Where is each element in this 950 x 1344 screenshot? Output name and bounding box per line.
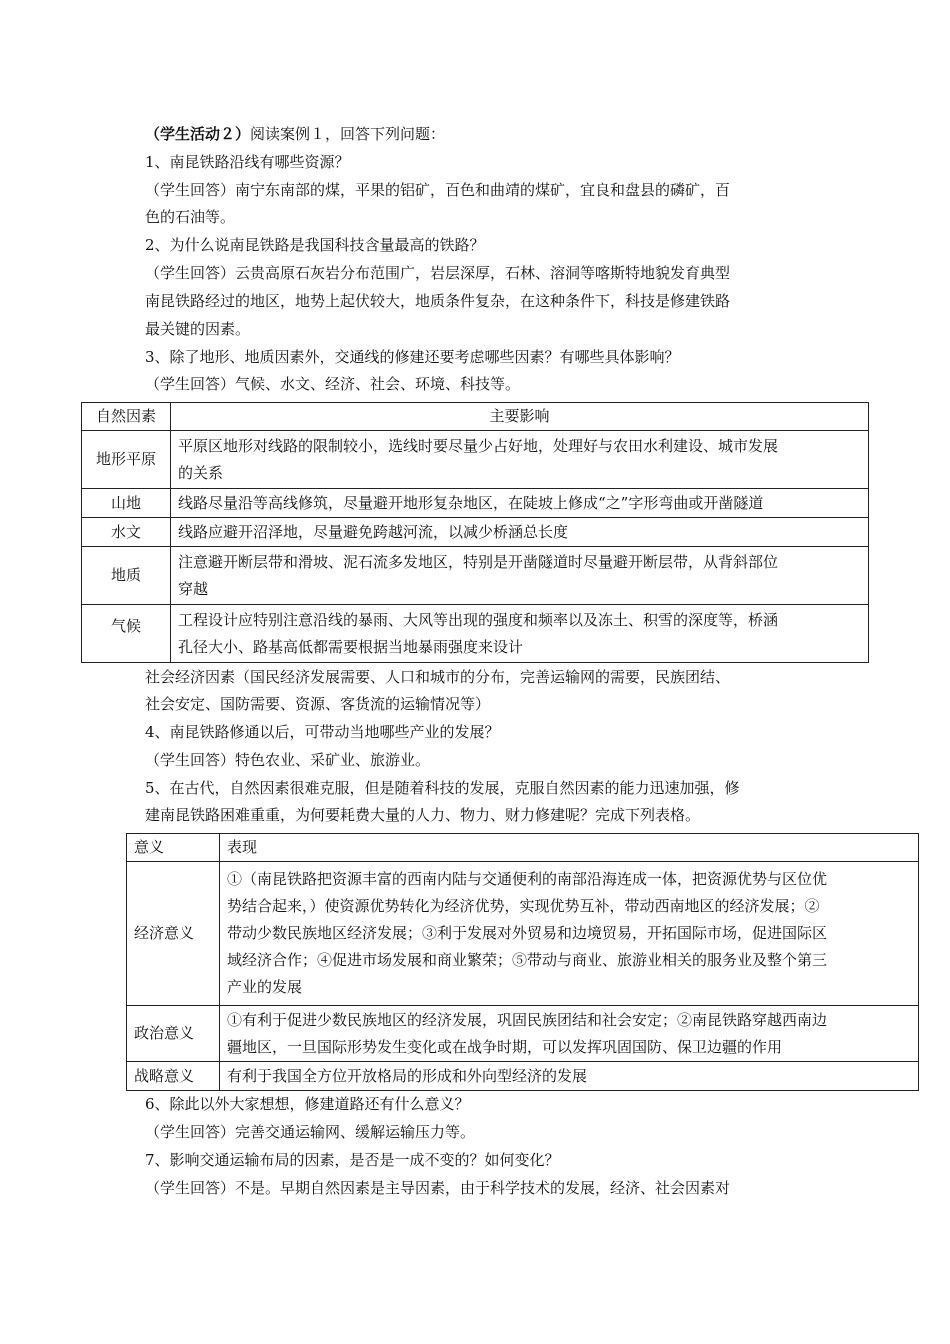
table-row <box>82 431 869 489</box>
cell-line: ①有利于促进少数民族地区的经济发展，巩固民族团结和社会安定；②南昆铁路穿越西南边 <box>227 1010 828 1029</box>
effect-cell <box>171 489 869 518</box>
table-row <box>82 547 869 605</box>
header-cell: 自然因素 <box>82 403 171 431</box>
question-5-line-1: 5、在古代，自然因素很难克服，但是随着科技的发展，克服自然因素的能力迅速加强，修 <box>145 779 740 797</box>
social-factors-line-2: 社会安定、国防需要、资源、客货流的运输情况等） <box>145 695 491 713</box>
activity-label: （学生活动２） <box>145 125 251 143</box>
answer-1-line-2: 色的石油等。 <box>145 208 236 226</box>
significance-content-cell <box>220 862 919 1006</box>
activity-text: 阅读案例１，回答下列问题： <box>250 125 446 143</box>
significance-content-cell <box>220 1062 919 1091</box>
effect-cell <box>171 431 869 489</box>
cell-line: 疆地区，一旦国际形势发生变化或在战争时期，可以发挥巩固国防、保卫边疆的作用 <box>227 1037 783 1056</box>
significance-content-cell <box>220 1006 919 1062</box>
cell-line: 带动少数民族地区经济发展；③利于发展对外贸易和边境贸易，开拓国际市场，促进国际区 <box>227 924 828 942</box>
header-cell: 主要影响 <box>171 403 869 431</box>
factor-cell: 山地 <box>82 489 171 518</box>
header-cell: 意义 <box>127 834 220 862</box>
table-row <box>82 605 869 663</box>
cell-line: 势结合起来，）使资源优势转化为经济优势，实现优势互补，带动西南地区的经济发展；② <box>227 897 820 915</box>
cell-line: 产业的发展 <box>227 978 303 996</box>
cell-line: 的关系 <box>178 463 224 482</box>
table-row <box>127 1062 919 1091</box>
effect-cell <box>171 518 869 547</box>
answer-7: （学生回答）不是。早期自然因素是主导因素，由于科学技术的发展，经济、社会因素对 <box>145 1179 731 1197</box>
table-row <box>127 1006 919 1062</box>
answer-2-line-1: （学生回答）云贵高原石灰岩分布范围广，岩层深厚，石林、溶洞等喀斯特地貌发育典型 <box>145 264 731 282</box>
effect-cell <box>171 547 869 605</box>
cell-line: ①（南昆铁路把资源丰富的西南内陆与交通便利的南部沿海连成一体，把资源优势与区位优 <box>227 870 828 888</box>
answer-1-line-1: （学生回答）南宁东南部的煤，平果的铝矿，百色和曲靖的煤矿，宜良和盘县的磷矿，百 <box>145 181 731 199</box>
question-4: 4、南昆铁路修通以后，可带动当地哪些产业的发展？ <box>145 723 500 741</box>
header-cell: 表现 <box>220 834 919 862</box>
effect-cell <box>171 605 869 663</box>
factor-cell: 地质 <box>82 547 171 605</box>
cell-line: 孔径大小、路基高低都需要根据当地暴雨强度来设计 <box>178 637 524 656</box>
question-2: 2、为什么说南昆铁路是我国科技含量最高的铁路？ <box>145 236 485 254</box>
question-3: 3、除了地形、地质因素外，交通线的修建还要考虑哪些因素？有哪些具体影响？ <box>145 348 680 366</box>
table-header-row <box>127 834 919 862</box>
cell-line: 线路应避开沼泽地，尽量避免跨越河流，以减少桥涵总长度 <box>178 522 569 541</box>
factor-cell: 地形平原 <box>82 431 171 489</box>
social-factors-line-1: 社会经济因素（国民经济发展需要、人口和城市的分布，完善运输网的需要，民族团结、 <box>145 668 731 686</box>
cell-line: 有利于我国全方位开放格局的形成和外向型经济的发展 <box>227 1066 588 1085</box>
cell-line: 注意避开断层带和滑坡、泥石流多发地区，特别是开凿隧道时尽量避开断层带，从背斜部位 <box>178 552 779 571</box>
table-row <box>127 862 919 1006</box>
significance-table <box>126 833 919 1091</box>
cell-line: 平原区地形对线路的限制较小，选线时要尽量少占好地，处理好与农田水利建设、城市发展 <box>178 436 779 455</box>
question-1: 1、南昆铁路沿线有哪些资源？ <box>145 153 350 171</box>
significance-label-cell: 战略意义 <box>127 1062 220 1091</box>
answer-2-line-2: 南昆铁路经过的地区，地势上起伏较大，地质条件复杂，在这种条件下，科技是修建铁路 <box>145 292 731 310</box>
answer-6: （学生回答）完善交通运输网、缓解运输压力等。 <box>145 1123 476 1141</box>
cell-line: 工程设计应特别注意沿线的暴雨、大风等出现的强度和频率以及冻土、积雪的深度等，桥涵 <box>178 610 779 629</box>
cell-line: 域经济合作；④促进市场发展和商业繁荣；⑤带动与商业、旅游业相关的服务业及整个第三 <box>227 951 828 969</box>
activity-heading <box>145 122 445 146</box>
answer-2-line-3: 最关键的因素。 <box>145 320 251 338</box>
answer-4: （学生回答）特色农业、采矿业、旅游业。 <box>145 751 431 769</box>
question-6: 6、除此以外大家想想，修建道路还有什么意义？ <box>145 1095 470 1113</box>
question-5-line-2: 建南昆铁路困难重重，为何要耗费大量的人力、物力、财力修建呢？完成下列表格。 <box>145 806 701 824</box>
table-header-row <box>82 403 869 431</box>
factor-cell: 气候 <box>82 605 171 663</box>
table-row <box>82 518 869 547</box>
factor-cell: 水文 <box>82 518 171 547</box>
table-row <box>82 489 869 518</box>
significance-label-cell: 政治意义 <box>127 1006 220 1062</box>
natural-factors-table <box>81 402 869 663</box>
cell-line: 线路尽量沿等高线修筑，尽量避开地形复杂地区，在陡坡上修成“之”字形弯曲或开凿隧道 <box>178 493 764 512</box>
question-7: 7、影响交通运输布局的因素，是否是一成不变的？如何变化？ <box>145 1151 560 1169</box>
significance-label-cell: 经济意义 <box>127 862 220 1006</box>
cell-line: 穿越 <box>178 579 209 598</box>
answer-3: （学生回答）气候、水文、经济、社会、环境、科技等。 <box>145 375 521 393</box>
